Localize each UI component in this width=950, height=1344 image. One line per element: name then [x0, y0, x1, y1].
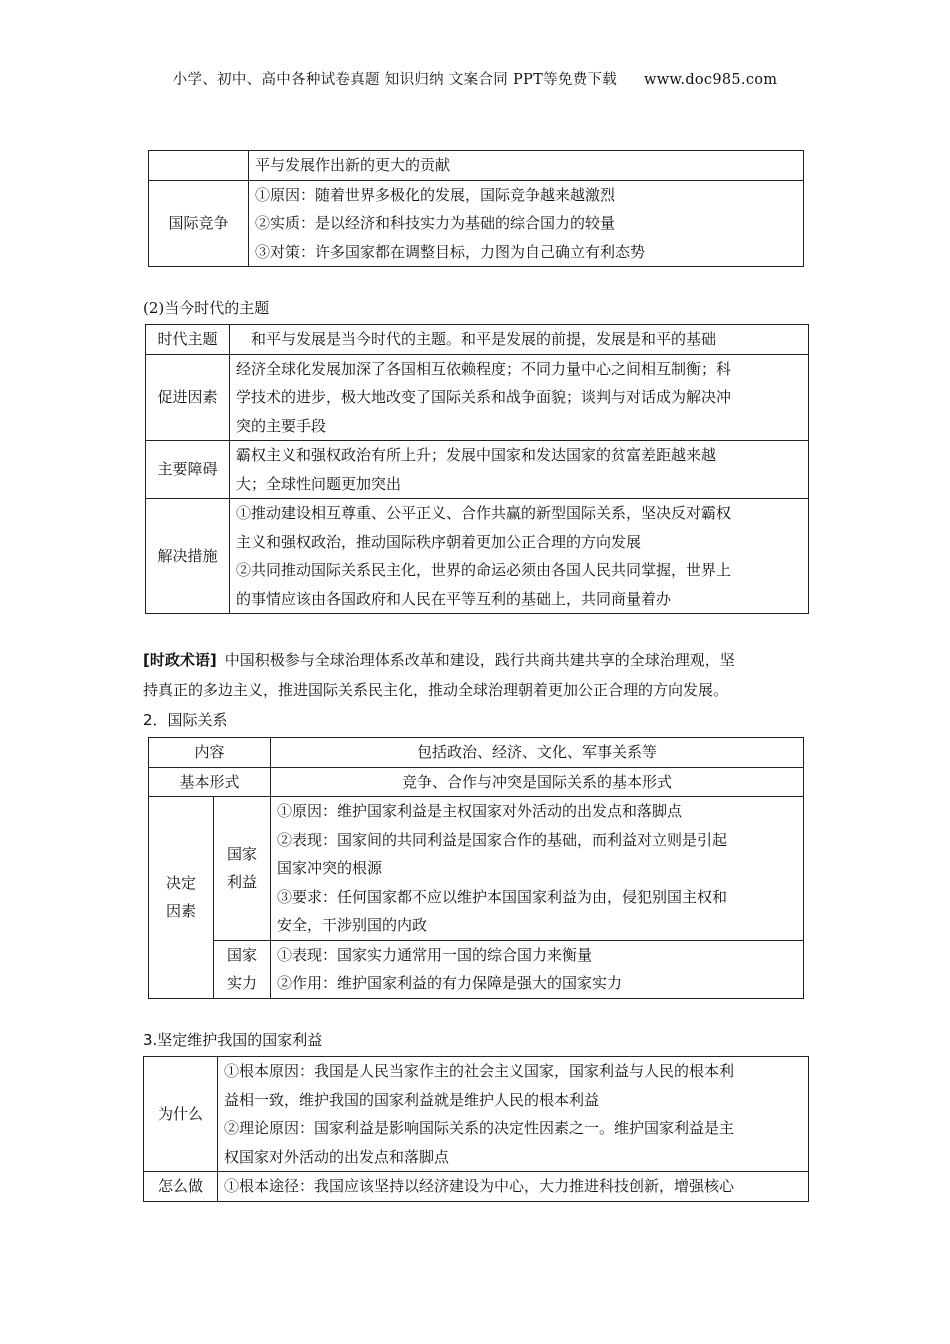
text-line: ①根本途径：我国应该坚持以经济建设为中心，大力推进科技创新，增强核心	[224, 1177, 735, 1195]
text-line: 益相一致，维护我国的国家利益就是维护人民的根本利益	[224, 1090, 600, 1109]
text-line: 大；全球性问题更加突出	[236, 474, 402, 493]
policy-term-text-1: 中国积极参与全球治理体系改革和建设，践行共商共建共享的全球治理观，坚	[224, 651, 735, 669]
power-content	[271, 940, 804, 998]
power-label-line: 实力	[227, 974, 258, 992]
policy-term-paragraph	[143, 645, 813, 705]
policy-term-text-2: 持真正的多边主义，推进国际关系民主化，推动全球治理朝着更加公正合理的方向发展。	[143, 681, 729, 699]
row-label: 时代主题	[146, 325, 230, 355]
text-line: ①根本原因：我国是人民当家作主的社会主义国家，国家利益与人民的根本利	[224, 1062, 735, 1080]
text-line: ①原因：维护国家利益是主权国家对外活动的出发点和落脚点	[277, 802, 683, 820]
text-line: ②共同推动国际关系民主化，世界的命运必须由各国人民共同掌握，世界上	[236, 561, 732, 579]
row-content	[230, 441, 809, 499]
interest-label-line: 利益	[227, 873, 258, 892]
table1-row2-content	[249, 180, 804, 267]
text-line: 经济全球化发展加深了各国相互依赖程度；不同力量中心之间相互制衡；科	[236, 359, 732, 378]
text-line: 的事情应该由各国政府和人民在平等互利的基础上，共同商量着办	[236, 589, 672, 608]
table1-row2-label: 国际竞争	[149, 180, 249, 267]
text-line: 突的主要手段	[236, 416, 327, 435]
how-label: 怎么做	[144, 1172, 218, 1202]
content-label: 内容	[149, 738, 271, 768]
header-text: 小学、初中、高中各种试卷真题 知识归纳 文案合同 PPT等免费下载	[172, 72, 618, 88]
interest-label-line: 国家	[227, 844, 258, 863]
section3-heading: 2．国际关系	[143, 711, 228, 729]
text-line: ①表现：国家实力通常用一国的综合国力来衡量	[277, 945, 593, 964]
why-label: 为什么	[144, 1057, 218, 1172]
factor-label-line: 决定	[165, 873, 196, 892]
factor-label	[149, 797, 214, 999]
table-international-competition	[148, 150, 804, 267]
factor-label-line: 因素	[165, 902, 196, 921]
text-line: 主义和强权政治，推动国际秩序朝着更加公正合理的方向发展	[236, 532, 642, 551]
text-line: 安全，干涉别国的内政	[277, 916, 428, 934]
text-line: 和平与发展是当今时代的主题。和平是发展的前提，发展是和平的基础	[236, 330, 717, 348]
policy-term-line-1	[143, 645, 813, 675]
table-national-interest	[143, 1056, 809, 1202]
text-line: 国家冲突的根源	[277, 859, 383, 877]
table-era-theme	[145, 324, 809, 614]
text-line: ②表现：国家间的共同利益是国家合作的基础，而利益对立则是引起	[277, 830, 728, 849]
list-item: ②实质：是以经济和科技实力为基础的综合国力的较量	[255, 214, 616, 232]
text-line: ③要求：任何国家都不应以维护本国国家利益为由，侵犯别国主权和	[277, 887, 728, 906]
table1-row1-text: 平与发展作出新的更大的贡献	[249, 151, 804, 181]
section4-heading: 3.坚定维护我国的国家利益	[143, 1031, 323, 1049]
form-value: 竞争、合作与冲突是国际关系的基本形式	[271, 767, 804, 797]
row-content	[230, 354, 809, 441]
row-content	[230, 325, 809, 355]
interest-content	[271, 797, 804, 941]
section2-heading: (2)当今时代的主题	[143, 299, 270, 317]
row-label: 促进因素	[146, 354, 230, 441]
how-content	[218, 1172, 809, 1202]
why-content	[218, 1057, 809, 1172]
form-label: 基本形式	[149, 767, 271, 797]
text-line: ②理论原因：国家利益是影响国际关系的决定性因素之一。维护国家利益是主	[224, 1119, 735, 1137]
header-url: www.doc985.com	[644, 72, 778, 88]
policy-term-label: [时政术语]	[143, 651, 217, 669]
text-line: 权国家对外活动的出发点和落脚点	[224, 1147, 450, 1166]
row-content	[230, 499, 809, 614]
power-label	[214, 940, 271, 998]
text-line: 霸权主义和强权政治有所上升；发展中国家和发达国家的贫富差距越来越	[236, 446, 717, 464]
text-line: ①推动建设相互尊重、公平正义、合作共赢的新型国际关系，坚决反对霸权	[236, 504, 732, 522]
list-item: ①原因：随着世界多极化的发展，国际竞争越来越激烈	[255, 185, 616, 204]
text-line: ②作用：维护国家利益的有力保障是强大的国家实力	[277, 974, 623, 992]
power-label-line: 国家	[227, 945, 258, 964]
list-item: ③对策：许多国家都在调整目标，力图为自己确立有利态势	[255, 242, 646, 261]
row-label: 主要障碍	[146, 441, 230, 499]
interest-label	[214, 797, 271, 941]
row-label: 解决措施	[146, 499, 230, 614]
table-international-relations	[148, 737, 804, 999]
table1-empty-cell	[149, 151, 249, 181]
text-line: 学技术的进步，极大地改变了国际关系和战争面貌；谈判与对话成为解决冲	[236, 388, 732, 406]
page-header	[0, 68, 950, 89]
content-value: 包括政治、经济、文化、军事关系等	[271, 738, 804, 768]
